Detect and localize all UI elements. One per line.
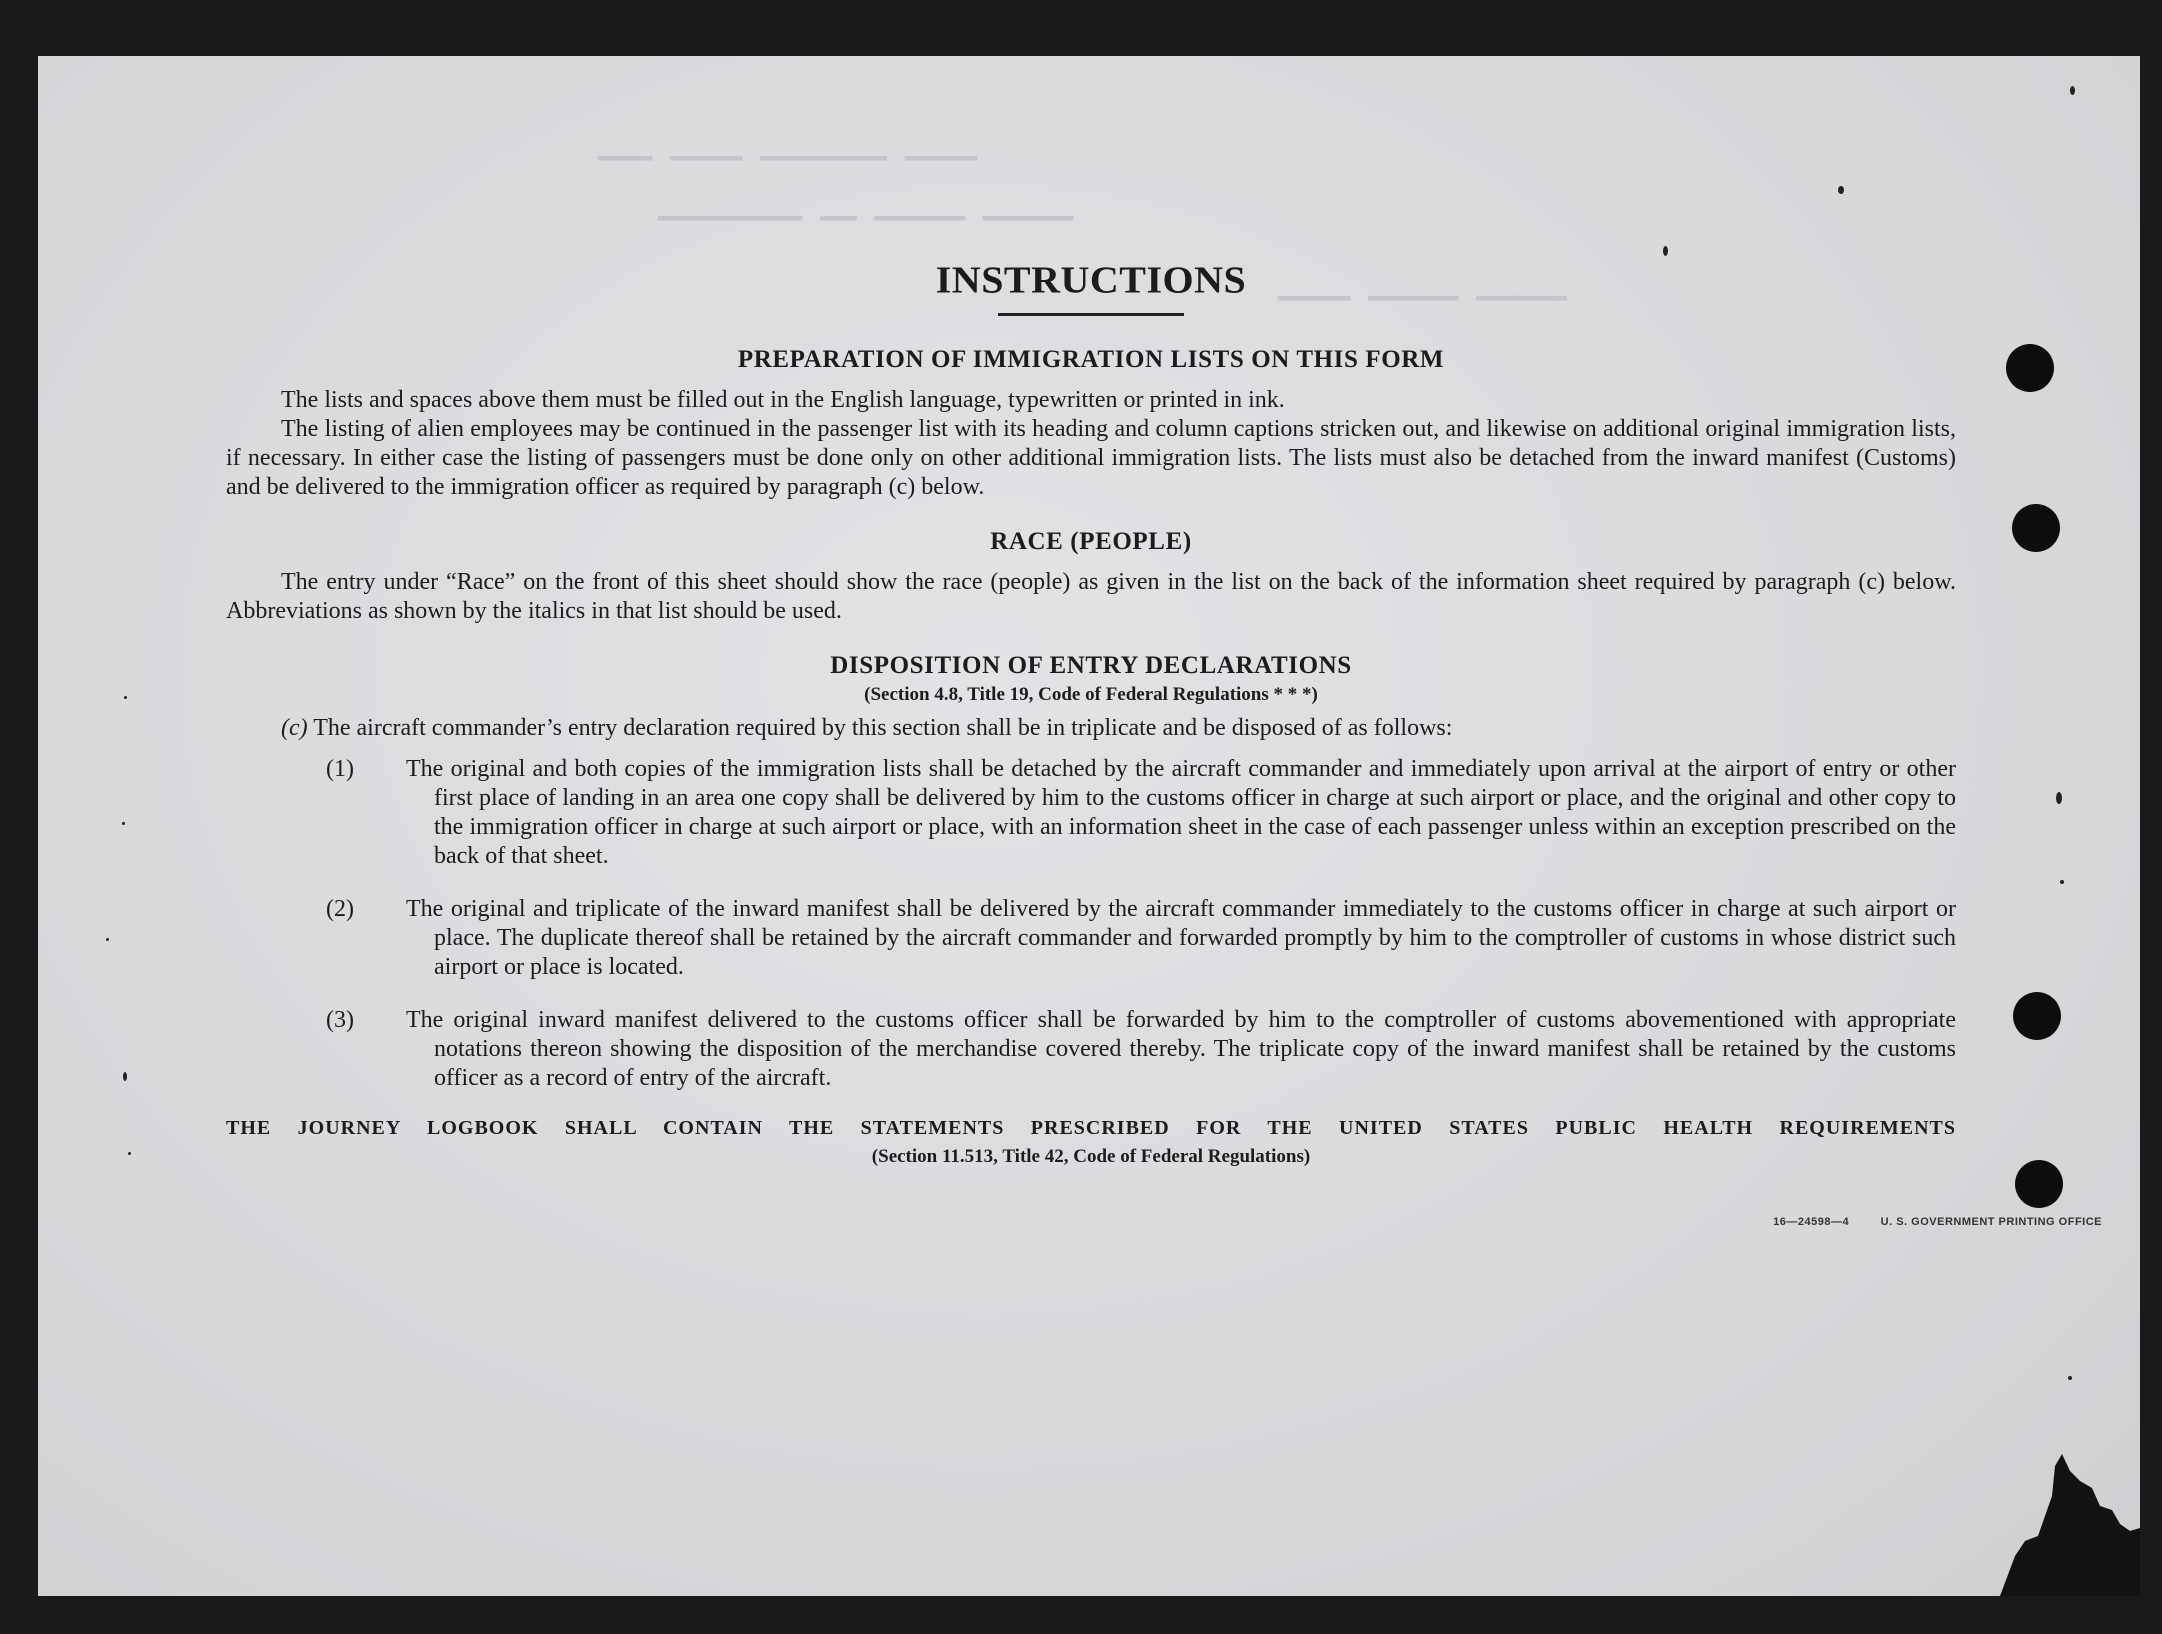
paragraph-c-text: The aircraft commander’s entry declaration required by this section shall be in triplicate and be disposed of as follows: <box>313 715 1453 741</box>
disposition-section <box>226 652 1956 1093</box>
punch-hole <box>2013 992 2061 1040</box>
bleed-through-text: ▁▁▁▁▁ ▁▁▁▁▁ ▁▁▁▁ <box>1278 269 1567 303</box>
disposition-citation: (Section 4.8, Title 19, Code of Federal Regulations * * *) <box>864 684 1318 705</box>
title-underline <box>998 313 1184 316</box>
paper-speck <box>2060 880 2064 884</box>
disposition-item <box>226 895 1956 982</box>
torn-corner <box>1920 1436 2140 1596</box>
paper-speck <box>1838 186 1844 194</box>
bleed-through-text: ▁▁▁▁ ▁▁▁▁▁▁▁ ▁▁▁▁ ▁▁▁ <box>598 129 978 163</box>
paper-speck <box>2070 86 2075 95</box>
preparation-paragraph-2: The listing of alien employees may be continued in the passenger list with its heading and column captions stricken out, and likewise on additional original immigration lists, if necessary. In either case the listing of passengers must be done only on other additional immigration lists. The lists must also be detached from the inward manifest (Customs) and be delivered to the immigration officer as required by paragraph (c) below. <box>226 416 1956 500</box>
public-health-citation: (Section 11.513, Title 42, Code of Federal Regulations) <box>871 1146 1311 1167</box>
item-number: (1) <box>326 756 354 782</box>
punch-hole <box>2006 344 2054 392</box>
item-number: (3) <box>326 1007 354 1033</box>
form-number: 16—24598—4 <box>1773 1216 1850 1228</box>
disposition-heading: DISPOSITION OF ENTRY DECLARATIONS <box>830 652 1352 679</box>
paper-speck <box>106 938 109 941</box>
paper-speck <box>1663 246 1668 256</box>
print-code <box>1773 1216 2102 1228</box>
punch-hole <box>2012 504 2060 552</box>
race-paragraph: The entry under “Race” on the front of this sheet should show the race (people) as given in the list on the back of the information sheet required by paragraph (c) below. Abbreviations as shown by the italics in that list should be used. <box>226 569 1956 624</box>
item-text: The original and triplicate of the inward manifest shall be delivered by the aircraft commander immediately to the customs officer in charge at such airport or place. The duplicate thereof shall be retained by the aircraft commander and forwarded promptly by him to the comptroller of customs in whose district such airport or place is located. <box>406 896 1956 980</box>
paper-speck <box>122 822 125 825</box>
punch-hole <box>2015 1160 2063 1208</box>
paper-speck <box>2068 1376 2072 1380</box>
instructions-body <box>226 256 1956 1168</box>
paper-speck <box>123 1072 127 1081</box>
disposition-item <box>226 755 1956 871</box>
document-page <box>38 56 2140 1596</box>
item-text: The original and both copies of the immigration lists shall be detached by the aircraft commander and immediately upon arrival at the airport of entry or other first place of landing in an area one copy shall be delivered by him to the customs officer in charge at such airport or place, and the original and other copy to the immigration officer in charge at such airport or place, with an information sheet in the case of each passenger unless within an exception prescribed on the back of that sheet. <box>406 756 1956 869</box>
page-title: INSTRUCTIONS <box>935 258 1247 301</box>
disposition-paragraph-c <box>226 714 1956 743</box>
preparation-heading: PREPARATION OF IMMIGRATION LISTS ON THIS FORM <box>737 346 1445 373</box>
paper-speck <box>128 1152 131 1155</box>
preparation-paragraph-1: The lists and spaces above them must be filled out in the English language, typewritten or printed in ink. <box>281 387 1285 413</box>
paper-speck <box>124 696 127 699</box>
preparation-section <box>226 346 1956 502</box>
disposition-item <box>226 1006 1956 1093</box>
paragraph-c-marker: (c) <box>281 715 308 741</box>
bleed-through-text: ▁▁▁▁▁ ▁▁▁▁▁ ▁▁ ▁▁▁▁▁▁▁▁ <box>658 189 1074 223</box>
public-health-statement: THE JOURNEY LOGBOOK SHALL CONTAIN THE STATEMENTS PRESCRIBED FOR THE UNITED STATES PUBLIC HEALTH REQUIREMENTS <box>226 1117 1956 1139</box>
item-number: (2) <box>326 896 354 922</box>
race-section <box>226 528 1956 626</box>
printer-imprint: U. S. GOVERNMENT PRINTING OFFICE <box>1880 1216 2102 1228</box>
race-heading: RACE (PEOPLE) <box>990 528 1192 555</box>
item-text: The original inward manifest delivered to the customs officer shall be forwarded by him to the comptroller of customs abovementioned with appropriate notations thereon showing the disposition of the merchandise covered thereby. The triplicate copy of the inward manifest shall be retained by the customs officer as a record of entry of the aircraft. <box>406 1007 1956 1091</box>
paper-speck <box>2056 792 2062 804</box>
